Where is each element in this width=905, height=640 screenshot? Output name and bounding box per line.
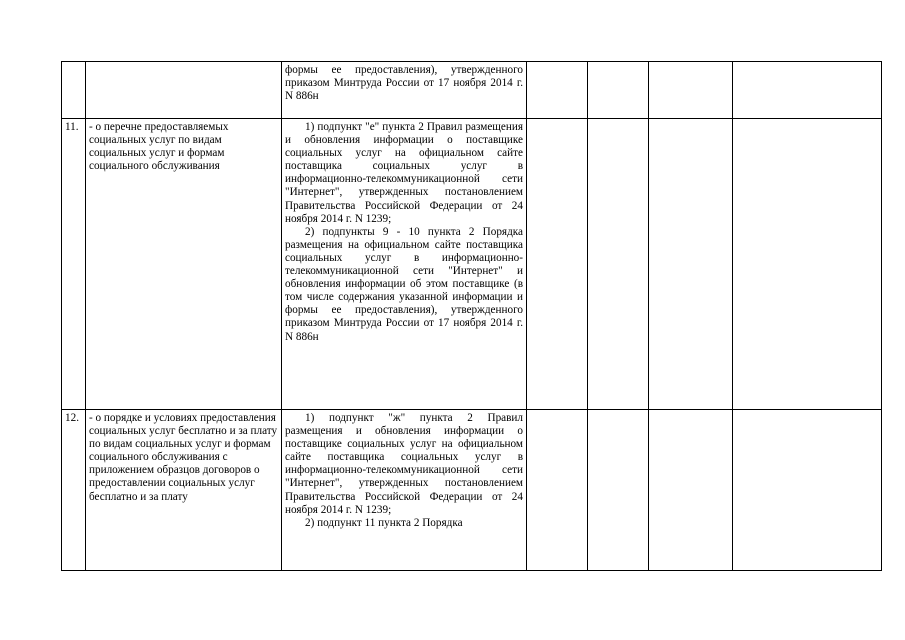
empty-cell [733, 119, 882, 410]
empty-cell [527, 119, 588, 410]
empty-cell [733, 410, 882, 571]
empty-cell [588, 410, 649, 571]
row-number [62, 62, 86, 119]
empty-cell [588, 62, 649, 119]
legal-basis-paragraph: 2) подпункт 11 пункта 2 Порядка [305, 516, 463, 529]
row-topic: - о перечне предоставляемых социальных услуг по видам социальных услуг и формам социального обслуживания [86, 119, 282, 410]
legal-basis-paragraph: 2) подпункты 9 - 10 пункта 2 Порядка размещения на официальном сайте поставщика социальных услуг в информационно-телекоммуникационной сети "Интернет" и обновления информации об этом поставщике (в том числе содержания указанной информации и формы ее предоставления), утвержденного приказом Минтруда России от 17 ноября 2014 г. N 886н [285, 225, 523, 343]
row-number: 12. [62, 410, 86, 571]
empty-cell [649, 119, 733, 410]
row-legal-basis [282, 410, 527, 571]
document-table [61, 61, 882, 571]
empty-cell [527, 410, 588, 571]
empty-cell [649, 62, 733, 119]
legal-basis-paragraph: 1) подпункт "е" пункта 2 Правил размещения и обновления информации о поставщике социальных услуг на официальном сайте поставщика социальных услуг в информационно-телекоммуникационной сети "Интернет", утвержденных постановлением Правительства Российской Федерации от 24 ноября 2014 г. N 1239; [285, 121, 523, 225]
row-number: 11. [62, 119, 86, 410]
table-row [62, 410, 882, 571]
empty-cell [733, 62, 882, 119]
row-legal-basis [282, 62, 527, 119]
row-topic [86, 62, 282, 119]
legal-basis-paragraph: 1) подпункт "ж" пункта 2 Правил размещения и обновления информации о поставщике социальных услуг на официальном сайте поставщика социальных услуг в информационно-телекоммуникационной сети "Интернет", утвержденных постановлением Правительства Российской Федерации от 24 ноября 2014 г. N 1239; [285, 412, 523, 516]
row-legal-basis [282, 119, 527, 410]
table-row [62, 62, 882, 119]
empty-cell [527, 62, 588, 119]
empty-cell [588, 119, 649, 410]
empty-cell [649, 410, 733, 571]
row-topic: - о порядке и условиях предоставления социальных услуг бесплатно и за плату по видам социальных услуг и формам социального обслуживания с приложением образцов договоров о предоставлении социальных услуг бесплатно и за плату [86, 410, 282, 571]
table-row [62, 119, 882, 410]
legal-basis-paragraph: формы ее предоставления), утвержденного приказом Минтруда России от 17 ноября 2014 г. N 886н [285, 64, 523, 103]
